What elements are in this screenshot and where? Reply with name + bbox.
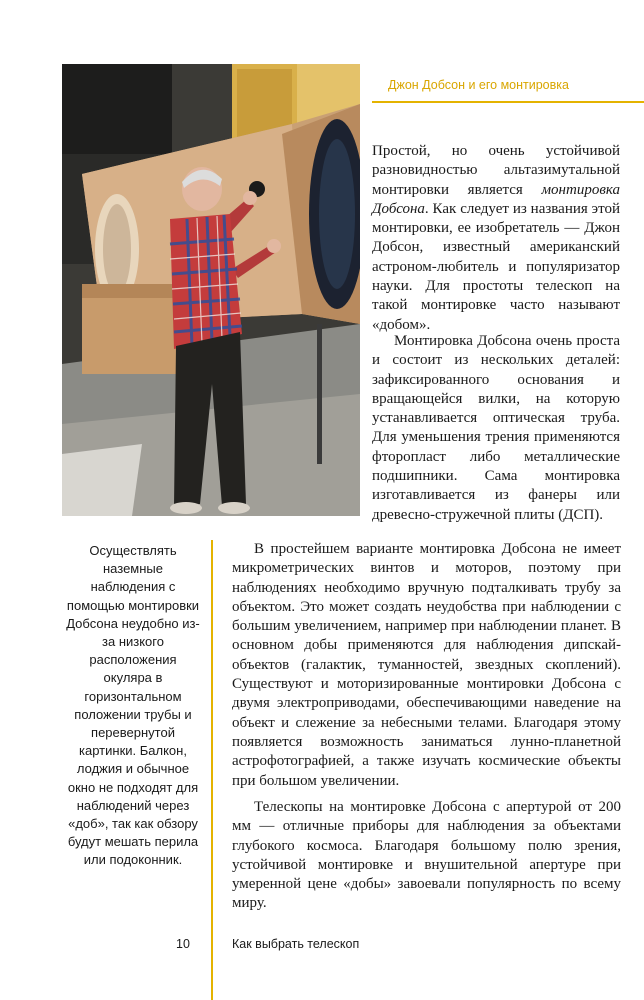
telescope-photo — [62, 64, 360, 516]
paragraph-4: Телескопы на монтировке Добсона с апертурой от 200 мм — отличные приборы для наблюдения за объектами глубокого космоса. Благодаря большому полю зрения, устойчивой монтировке и внушительной апертуре при умеренной цене «добы» завоевали популярность по всему миру. — [232, 799, 621, 912]
sidebar-note: Осуществлять наземные наблюдения с помощью монтировки Добсона неудобно из-за низкого расположения окуляра в горизонтальном положении трубы и перевернутой картинки. Балкон, лоджия и обычное окно не подходят для наблюдений через «доб», так как обзору будут мешать перила или подоконник. — [66, 543, 200, 868]
sidebar-rule — [211, 540, 213, 1000]
page-number: 10 — [176, 937, 190, 951]
paragraph-1-start: Простой, но очень устойчивой разновидностью альтазимутальной монтировки является — [372, 143, 620, 198]
paragraph-1-end: . Как следует из названия этой монтировки, ее изобретатель — Джон Добсон, известный американский астроном-любитель и популяризатор науки. Для простоты телескоп на такой монтировке часто называют «добом». — [372, 200, 620, 333]
footer-book-title: Как выбрать телескоп — [232, 937, 360, 951]
running-header-title: Джон Добсон и его монтировка — [388, 78, 569, 92]
paragraph-3: В простейшем варианте монтировка Добсона не имеет микрометрических винтов и моторов, поэтому при наблюдениях необходимо вручную подталкивать трубу за объектом. Это может создать неудобства при наблюдении с большим увеличением, например при наблюдении планет. В основном добы применяются для наблюдения дипскай-объектов (галактик, туманностей, звездных скоплений). Существуют и моторизированные монтировки Добсона с двумя электроприводами, обеспечивающими наведение на объект и слежение за небесными телами. Благодаря этому появляется возможность заниматься лунно-планетной астрофотографией, а также изучать космические объекты при большом увеличении. — [232, 541, 621, 789]
paragraph-2: Монтировка Добсона очень проста и состоит из нескольких деталей: зафиксированного основания и вращающейся вилки, на которую устанавливается оптическая труба. Для уменьшения трения применяются фторопласт либо металлические подшипники. Сама монтировка изготавливается из фанеры или древесно-стружечной плиты (ДСП). — [372, 333, 620, 523]
paragraph-1 — [372, 142, 620, 335]
header-rule — [372, 101, 644, 103]
paragraph-1-term: монтировка Добсона — [372, 181, 620, 217]
